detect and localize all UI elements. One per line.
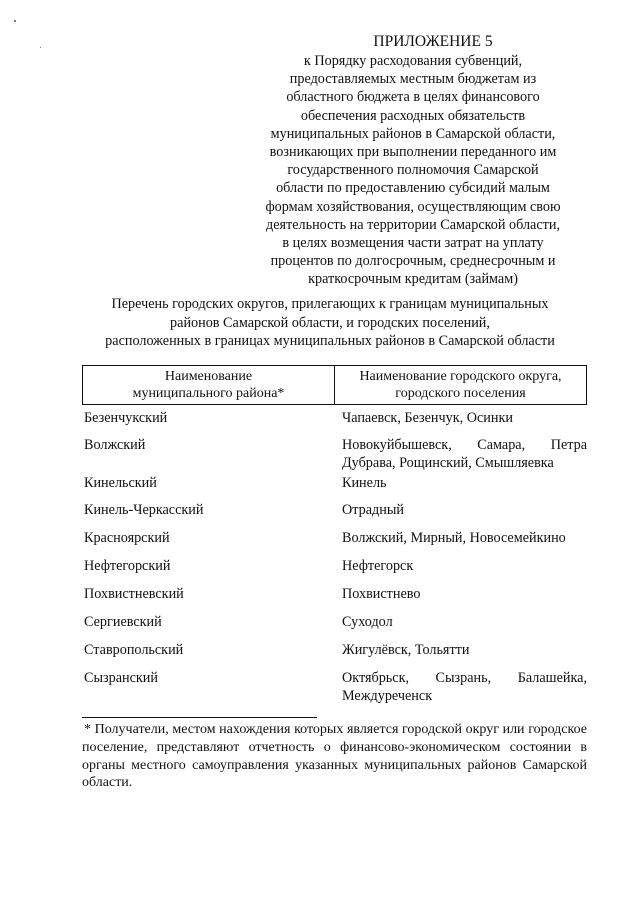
list-title-line: районов Самарской области, и городских поселений,	[170, 314, 490, 331]
header-line: Наименование	[164, 369, 253, 384]
appendix-line: к Порядку расходования субвенций,	[303, 53, 523, 69]
table-row	[82, 502, 587, 530]
appendix-line: государственного полномочия Самарской	[287, 162, 539, 179]
header-cities	[335, 366, 586, 404]
table-row	[82, 410, 587, 437]
appendix-description	[240, 52, 586, 289]
table-row	[82, 670, 587, 708]
footnote-divider	[82, 717, 317, 718]
district-cell: Сызранский	[84, 670, 158, 686]
header-district	[83, 366, 335, 404]
cities-cell: Суходол	[342, 614, 393, 630]
cities-cell: Кинель	[342, 475, 387, 491]
cities-cell: Отрадный	[342, 502, 404, 518]
table-row	[82, 530, 587, 558]
district-cell: Сергиевский	[84, 614, 162, 630]
header-line: городского поселения	[395, 386, 526, 401]
cities-cell: Новокуйбышевск, Самара, Петра Дубрава, Рощинский, Смышляевка	[342, 437, 587, 471]
appendix-line: муниципальных районов в Самарской области,	[270, 125, 556, 142]
cities-cell: Чапаевск, Безенчук, Осинки	[342, 410, 513, 426]
appendix-line: деятельность на территории Самарской области,	[266, 216, 560, 233]
table-row	[82, 614, 587, 642]
table-header	[82, 365, 587, 405]
appendix-line: предоставляемых местным бюджетам из	[289, 71, 537, 88]
footnote: * Получатели, местом нахождения которых является городской округ или городское поселение, представляют отчетность о финансово-экономическом состоянии в органы местного самоуправления указанных муниципальных районов Самарской области.	[82, 722, 587, 791]
header-line: Наименование городского округа,	[359, 369, 562, 384]
appendix-line: обеспечения расходных обязательств	[300, 107, 526, 124]
district-cell: Кинельский	[84, 475, 157, 491]
appendix-line: краткосрочным кредитам (займам)	[308, 271, 518, 288]
cities-cell: Волжский, Мирный, Новосемейкино	[342, 530, 566, 546]
district-cell: Ставропольский	[84, 642, 184, 658]
scan-speck	[14, 20, 16, 22]
cities-cell: Октябрьск, Сызрань, Балашейка, Междуреченск	[342, 670, 587, 704]
cities-cell: Похвистнево	[342, 586, 421, 602]
table-row	[82, 586, 587, 614]
table-row	[82, 558, 587, 586]
appendix-title: ПРИЛОЖЕНИЕ 5	[373, 33, 493, 50]
district-cell: Волжский	[84, 437, 146, 453]
district-cell: Безенчукский	[84, 410, 168, 426]
appendix-line: областного бюджета в целях финансового	[286, 89, 540, 106]
district-cell: Похвистневский	[84, 586, 184, 602]
list-title-line: расположенных в границах муниципальных районов в Самарской области	[105, 333, 555, 349]
cities-cell: Нефтегорск	[342, 558, 414, 574]
district-cell: Кинель-Черкасский	[84, 502, 204, 518]
table-row	[82, 642, 587, 670]
appendix-line: области по предоставлению субсидий малым	[276, 180, 550, 197]
appendix-line: в целях возмещения части затрат на уплату	[282, 235, 544, 252]
district-cell: Красноярский	[84, 530, 170, 546]
district-cell: Нефтегорский	[84, 558, 171, 574]
scan-speck	[40, 47, 41, 48]
table-row	[82, 475, 587, 502]
list-title	[80, 295, 580, 351]
table-row	[82, 437, 587, 475]
table-body	[82, 410, 587, 708]
districts-table	[82, 365, 587, 708]
appendix-header	[240, 32, 586, 289]
appendix-line: формам хозяйствования, осуществляющим свою	[265, 198, 561, 215]
appendix-line: возникающих при выполнении переданного им	[269, 144, 557, 161]
appendix-line: процентов по долгосрочным, среднесрочным и	[270, 253, 556, 270]
header-line: муниципального района*	[132, 386, 285, 401]
cities-cell: Жигулёвск, Тольятти	[342, 642, 470, 658]
list-title-line: Перечень городских округов, прилегающих к границам муниципальных	[111, 296, 549, 312]
